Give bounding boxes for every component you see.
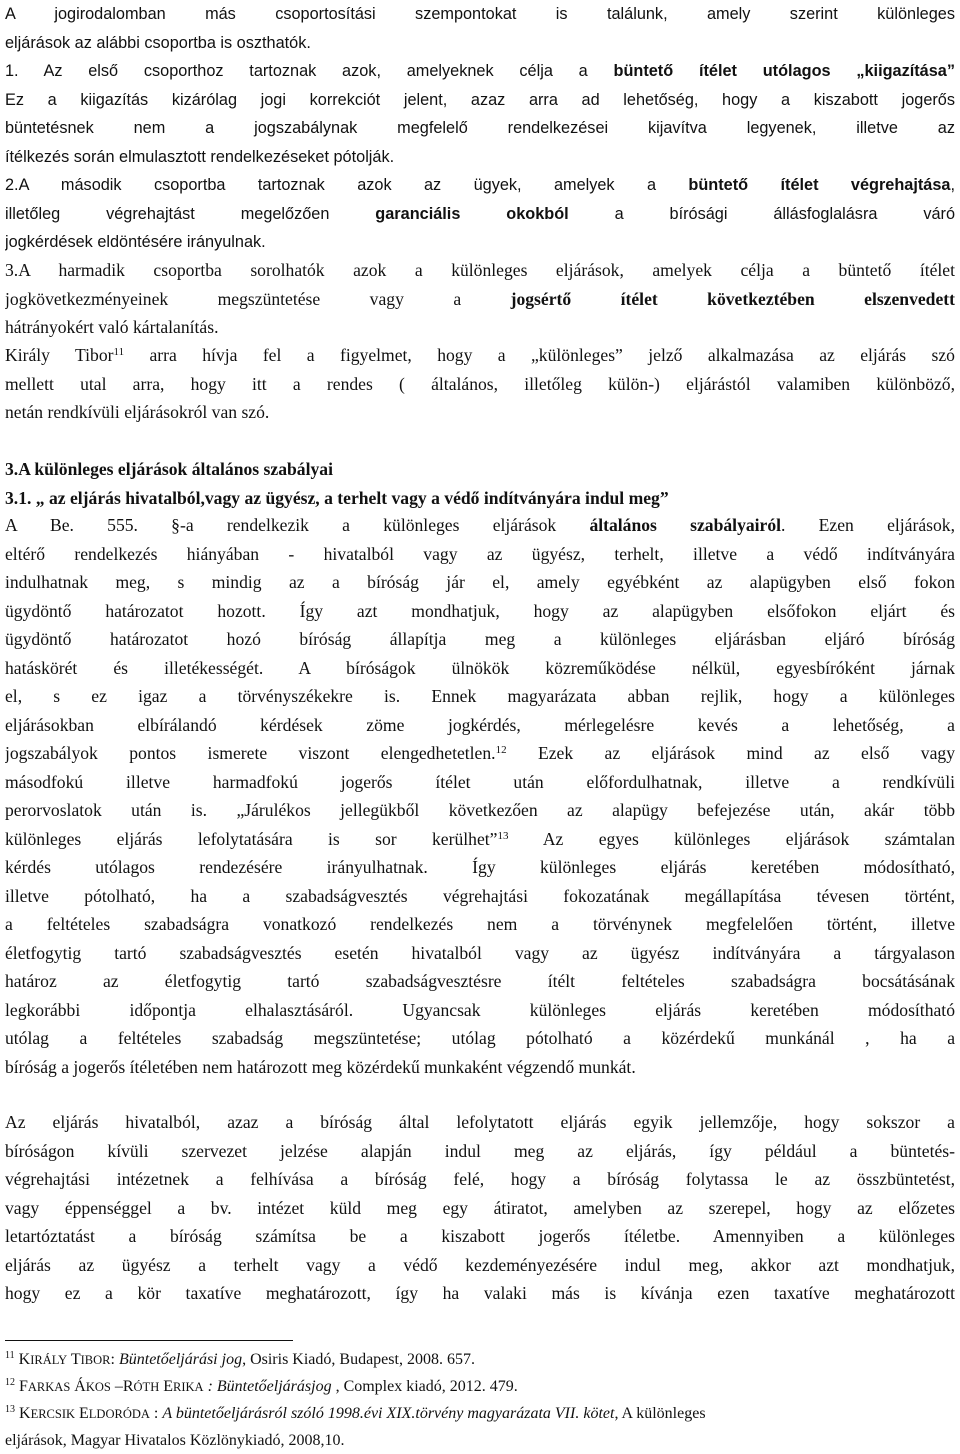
text-line: bíróságon kívüli szervezet jelzése alapján indul meg az eljárás, így például a büntetés- (5, 1140, 955, 1161)
kiraly-paragraph (5, 341, 955, 427)
text-line: hatáskörét és illetékességét. A bíróságok ülnökök közreműködése nélkül, egyesbíróként járnak (5, 657, 955, 678)
text-line: Ez a kiigazítás kizárólag jogi korrekciót jelent, azaz arra ad lehetőség, hogy a kiszabott jogerős (5, 90, 955, 109)
text-line: A jogirodalomban más csoportosítási szempontokat is találunk, amely szerint különleges (5, 5, 955, 23)
text-line: letartóztatást a bíróság számítsa be a kiszabott jogerős ítéletbe. Amennyiben a különleges (5, 1226, 955, 1246)
text-line: legkorábbi időpontja elhalasztásáról. Ugyancsak különleges eljárás keretében módosítható (5, 999, 955, 1020)
second-paragraph (5, 1108, 955, 1308)
text-line: eljárásokban elbírálandó kérdések zöme jogkérdés, mérlegelésre kevés a lehetőség, a (5, 714, 955, 735)
text-line: ügydöntő határozatot hozott. Így azt mondhatjuk, hogy az alapügyben elsőfokon eljárt és (5, 600, 955, 621)
footnote-11: $^{11}$ KIRÁLY TIBOR: Büntetőeljárási jog, Osiris Kiadó, Budapest, 2008. 657. (5, 1350, 475, 1368)
text-line: különleges eljárás lefolytatására is sor kerülhet”$^{13}$ Az egyes különleges eljárások számtalan (5, 828, 955, 849)
group-2-paragraph (5, 171, 955, 257)
text-line: hogy ez a kör taxatíve meghatározott, így ha valaki más is kívánja ezen taxatíve meghatározott (5, 1283, 955, 1303)
text-line: 1. Az első csoporthoz tartoznak azok, amelyeknek célja a büntető ítélet utólagos „kiigazítása” (5, 62, 955, 80)
text-line: életfogytig tartó szabadságvesztés esetén hivatalból vagy az ügyész indítványára a tárgyalason (5, 942, 955, 963)
footnote-13: $^{13}$ KERCSIK ELDORÓDA : A büntetőeljárásról szóló 1998.évi XIX.törvény magyarázata VII. kötet, A különleges (5, 1404, 706, 1422)
group-3-paragraph (5, 256, 955, 342)
text-line: el, s ez igaz a törvényszékekre is. Ennek magyarázata abban rejlik, hogy a különleges (5, 686, 955, 706)
intro-paragraph (5, 0, 955, 57)
main-paragraph (5, 511, 955, 1081)
text-line: 2.A második csoportba tartoznak azok az ügyek, amelyek a büntető ítélet végrehajtása, (5, 176, 955, 194)
subheading-line: 3.1. „ az eljárás hivatalból,vagy az ügyész, a terhelt vagy a védő indítványára indul meg” (5, 487, 669, 508)
text-line: ítélkezés során elmulasztott rendelkezéseket pótolják. (5, 147, 395, 166)
footnote-12: $^{12}$ FARKAS ÁKOS –RÓTH ERIKA : Büntetőeljárásjog , Complex kiadó, 2012. 479. (5, 1377, 518, 1395)
footnote-13-cont: eljárások, Magyar Hivatalos Közlönykiadó, 2008,10. (5, 1432, 345, 1449)
text-line: utólag a feltételes szabadság megszüntetése; utólag pótolható a közérdekű munkánál , ha a (5, 1028, 955, 1048)
text-line: vagy éppenséggel a bv. intézet küld meg egy átiratot, amelyben az szerepel, hogy az előzetes (5, 1197, 955, 1218)
bold-phrase: büntető ítélet utólagos „kiigazítása” (613, 62, 955, 80)
text-line: eljárás az ügyész a terhelt vagy a védő kezdeményezésére indul meg, akkor azt mondhatjuk, (5, 1254, 955, 1275)
text-line: eljárások az alábbi csoportba is oszthatók. (5, 33, 311, 52)
text-line: indulhatnak meg, s mindig az a bíróság jár el, amely egyébként az alapügyben első fokon (5, 572, 955, 592)
text-line: illetőleg végrehajtást megelőzően garanciális okokból a bírósági állásfoglalásra váró (5, 204, 955, 223)
text-line: büntetésnek nem a jogszabálynak megfelelő rendelkezései kijavítva legyenek, illetve az (5, 119, 955, 137)
text-line: jogkérdések eldöntésére irányulnak. (5, 233, 266, 251)
group-1-paragraph (5, 57, 955, 171)
text-line: A Be. 555. §-a rendelkezik a különleges eljárások általános szabályairól. Ezen eljárások, (5, 515, 955, 535)
text-line: a feltételes szabadságra vonatkozó rendelkezés nem a törvénynek megfelelően történt, illetve (5, 914, 955, 934)
heading-line: 3.A különleges eljárások általános szabályai (5, 459, 333, 479)
text-line: ügydöntő határozatot hozó bíróság állapítja meg a különleges eljárásban eljáró bíróság (5, 629, 955, 649)
text-line: jogszabályok pontos ismerete viszont elengedhetetlen.$^{12}$ Ezek az eljárások mind az első vagy (5, 743, 955, 763)
text-line: Az eljárás hivatalból, azaz a bíróság által lefolytatott eljárás egyik jellemzője, hogy sokszor a (5, 1112, 955, 1132)
text-line: 3.A harmadik csoportba sorolhatók azok a különleges eljárások, amelyek célja a büntető ítélet (5, 260, 955, 280)
text-line: netán rendkívüli eljárásokról van szó. (5, 402, 270, 422)
text-line: hátrányokért való kártalanítás. (5, 317, 219, 337)
footnotes (5, 1346, 955, 1454)
text-line: illetve pótolható, ha a szabadságvesztés végrehajtási fokozatának megállapítása tévesen történt, (5, 885, 955, 906)
text-line: perorvoslatok után is. „Járulékos jellegükből következően az alapügy befejezése után, akár több (5, 800, 955, 820)
text-line: végrehajtási intézetnek a felhívása a bíróság felé, hogy a bíróság folytassa le az összbüntetést, (5, 1169, 955, 1189)
footnote-ref[interactable]: 11 (113, 346, 125, 358)
section-heading (5, 455, 955, 512)
text-line: másodfokú illetve harmadfokú jogerős ítélet után előfordulhatnak, illetve a rendkívüli (5, 771, 955, 792)
text-line: jogkövetkezményeinek megszüntetése vagy a jogsértő ítélet következtében elszenvedett (5, 288, 955, 309)
footnote-ref[interactable]: 13 (497, 829, 509, 842)
text-line: Király Tibor$^{11}$ arra hívja fel a figyelmet, hogy a „különleges” jelző alkalmazása az eljárás szó (5, 345, 955, 365)
text-line: kérdés utólagos rendezésére irányulhatnak. Így különleges eljárás keretében módosítható, (5, 857, 955, 877)
text-line: határoz az életfogytig tartó szabadságvesztésre ítélt feltételes szabadságra bocsátásának (5, 971, 955, 991)
text-line: mellett utal arra, hogy itt a rendes ( általános, illetőleg külön-) eljárástól valamiben különböző, (5, 373, 955, 394)
text-line: bíróság a jogerős ítéletében nem határozott meg közérdekű munkaként végzendő munkát. (5, 1056, 636, 1077)
footnote-separator (5, 1340, 293, 1341)
footnote-ref[interactable]: 12 (495, 744, 507, 756)
text-line: eltérő rendelkezés hiányában - hivatalból vagy az ügyész, terhelt, illetve a védő indítványára (5, 543, 955, 564)
